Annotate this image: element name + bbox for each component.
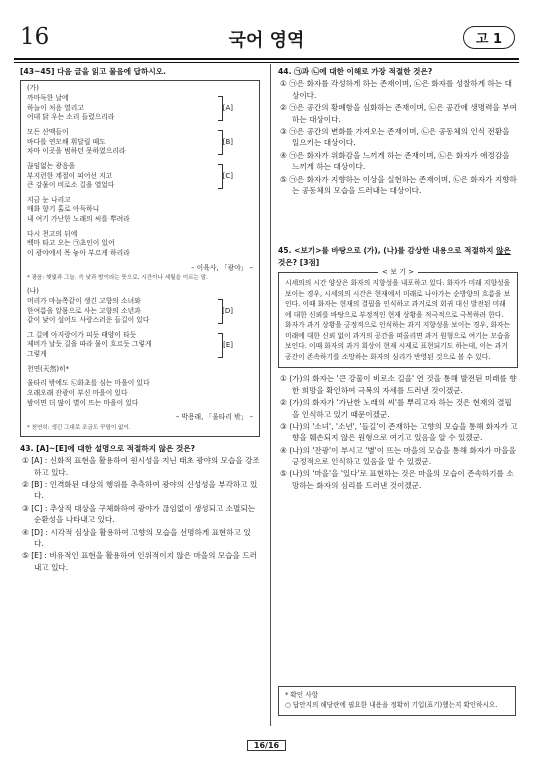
question-45-options <box>278 373 518 491</box>
answer-option: ① (가)의 화자는 '큰 강물이 비로소 길을' 연 것을 통해 발전된 미래를 향한 희망을 확인하여 극복의 자세를 드러낸 것이겠군. <box>280 374 517 395</box>
right-column <box>278 66 518 492</box>
example-box <box>278 268 518 368</box>
page-header <box>14 24 519 54</box>
answer-option: ③ (나)의 '소녀', '소년', '들길'이 존재하는 고향의 모습을 통해 화자가 고향을 훼손되지 않은 원형으로 여기고 있음을 알 수 있겠군. <box>280 421 518 443</box>
instruction: [43~45] 다음 글을 읽고 물음에 답하시오. <box>20 67 166 76</box>
answer-option: ⑤ (나)의 '마을'을 '있다'로 표현하는 것은 마을의 모습이 존속하기를 소망하는 화자의 심리를 드러낸 것이겠군. <box>280 469 514 490</box>
header-rule <box>14 58 519 63</box>
check-title: * 확인 사항 <box>285 691 318 699</box>
poem-line: 까마득한 날에 <box>27 94 69 103</box>
passage-b <box>27 297 253 408</box>
stanza <box>27 196 253 225</box>
passage-a-footnote: * 광음: 햇빛과 그늘. 즉 낮과 밤이라는 뜻으로, 시간이나 세월을 이르는 말. <box>27 275 208 282</box>
poem-line: 울타리 밖에도 ㉡화초를 심는 마을이 있다 <box>27 379 150 388</box>
left-column <box>20 66 260 574</box>
answer-option: ④ ㉠은 화자가 위화감을 느끼게 하는 존재이며, ㉡은 화자가 애정감을 느끼게 하는 대상이다. <box>280 150 510 172</box>
question-44-options <box>278 78 518 196</box>
grade-badge: 고 1 <box>463 26 515 49</box>
poem-line: 바다를 연모해 휘달릴 때도 <box>27 137 106 146</box>
answer-option: ② [B] : 인격화된 대상의 행위를 추측하여 광야의 신성성을 부각하고 있다. <box>22 480 258 501</box>
stanza-mark: [D] <box>222 306 233 315</box>
passage-a <box>27 94 253 259</box>
stanza-mark: [B] <box>222 138 233 147</box>
poem-line: 끊임없는 광음을 <box>27 161 76 170</box>
answer-option: ③ ㉠은 공간의 변화를 가져오는 존재이며, ㉡은 공동체의 인식 전환을 일으키는 대상이다. <box>280 126 510 148</box>
answer-option: ④ [D] : 시각적 심상을 활용하여 고향의 모습을 선명하게 표현하고 있다. <box>22 527 251 548</box>
poem-line: 백마 타고 오는 ㉠초인이 있어 <box>27 239 115 248</box>
page-count: 16/16 <box>247 740 286 751</box>
poem-line: 모든 산맥들이 <box>27 127 69 136</box>
stanza <box>27 297 253 326</box>
stanza-mark: [A] <box>222 104 233 113</box>
poem-line: 다시 천고의 뒤에 <box>27 229 78 238</box>
question-43-title: 43. [A]~[E]에 대한 설명으로 적절하지 않은 것은? <box>20 443 196 453</box>
answer-option: ③ [C] : 추상적 대상을 구체화하여 광야가 끊임없이 생성되고 소멸되는 순환성을 나타내고 있다. <box>22 503 256 525</box>
passage-box <box>20 80 260 436</box>
poem-line: 지금 눈 나리고 <box>27 195 71 204</box>
subject-title: 국어 영역 <box>228 30 305 51</box>
poem-line: 그렇게 <box>27 350 47 359</box>
page-number: 16 <box>20 24 50 50</box>
poem-line: 큰 강물이 비로소 길을 열었다 <box>27 181 115 190</box>
page-footer <box>0 733 533 752</box>
poem-line: 어데 닭 우는 소리 들렸으리라 <box>27 113 115 122</box>
passage-a-citation: – 이육사, 「광야」 – <box>191 263 253 272</box>
answer-option: ② ㉠은 공간의 황폐함을 심화하는 존재이며, ㉡은 공간에 생명력을 부여하는 대상이다. <box>280 103 517 124</box>
answer-option: ② (가)의 화자가 '가난한 노래의 씨'를 뿌리고자 하는 것은 현재의 결핍을 인식하고 있기 때문이겠군. <box>280 398 512 419</box>
poem-line: 그 길에 아지랑이가 피듯 태양이 타듯 <box>27 330 137 339</box>
poem-line: 머리가 마늘쪽같이 생긴 고향의 소녀와 <box>27 296 141 305</box>
answer-option: ① ㉠은 화자를 각성하게 하는 존재이며, ㉡은 화자를 성찰하게 하는 대상이다. <box>280 79 512 100</box>
poem-line: 하늘이 처음 열리고 <box>27 103 84 112</box>
answer-option: ① [A] : 신화적 표현을 활용하여 원시성을 지닌 태초 광야의 모습을 강조하고 있다. <box>22 456 260 477</box>
answer-option: ⑤ ㉠은 화자가 지향하는 이상을 실현하는 존재이며, ㉡은 화자가 지향하는 공동체의 모습을 드러내는 대상이다. <box>280 174 517 195</box>
poem-line: 천연(天然)히* <box>27 364 69 373</box>
question-43 <box>20 443 260 573</box>
check-text: ○ 답안지의 해당란에 필요한 내용을 정확히 기입(표기)했는지 확인하시오. <box>285 700 498 709</box>
poem-line: 매화 향기 홀로 아득하니 <box>27 205 100 214</box>
poem-line: 한여름을 알몸으로 사는 고향의 소년과 <box>27 306 141 315</box>
example-box-text: 시세의의 시간 양상은 화자의 지향성을 내포하고 있다. 화자가 미래 지향성을 보이는 경우, 시세의의 시간은 현재에서 미래로 나아가는 순방향의 흐름을 보인다. 이때 화자는 현재의 결핍을 인식하고 과거로의 회귀 대신 발전된 미래에 대한 신뢰를 바탕으로 부정적인 현재 상황을 적극적으로 극복하려 한다. 화자가 과거 상황을 긍정적으로 인식하는 과거 지향성을 보이는 경우, 화자는 미래에 대한 신뢰 없이 과거의 공간을 떠올리면 과거 원형으로 여기는 모습을 보인다. 이때 화자의 과거 회상이 현재 시제로 표현되기도 하는데, 이는 과거 공간이 존속하기를 소망하는 화자의 심리가 반영된 것으로 볼 수 있다. <box>285 279 511 361</box>
poem-line: 같이 낯이 설어도 사랑스러운 들길이 있다 <box>27 316 150 325</box>
poem-line: 차마 이곳을 범하던 못하였으리라 <box>27 147 126 156</box>
question-44-title: 44. ㉠과 ㉡에 대한 이해로 가장 적절한 것은? <box>278 67 433 76</box>
poem-line: 오래오래 잔광이 부신 마을이 있다 <box>27 388 128 397</box>
column-divider <box>270 64 271 726</box>
example-box-label: < 보 기 > <box>378 268 418 276</box>
passage-b-label: (나) <box>27 287 39 296</box>
poem-line: 이 광야에서 목 놓아 부르게 하리라 <box>27 249 130 257</box>
stanza <box>27 379 253 408</box>
stanza <box>27 365 253 375</box>
question-43-options <box>20 455 260 573</box>
passage-b-footnote: * 천연히: 생긴 그대로 조금도 꾸밈이 없이. <box>27 424 131 431</box>
poem-line: 내 여기 가난한 노래의 씨를 뿌려라 <box>27 215 130 224</box>
question-45-title: 45. <보기>를 바탕으로 (가), (나)를 감상한 내용으로 적절하지 않은 것은? [3점] <box>278 246 511 267</box>
stanza-mark: [E] <box>223 340 233 349</box>
poem-line: 제비가 날듯 길을 따라 물이 흐르듯 그렇게 <box>27 340 152 349</box>
answer-option: ⑤ [E] : 비유적인 표현을 활용하여 인위적이지 않은 마을의 모습을 드러내고 있다. <box>22 551 257 572</box>
poem-line: 부지런한 계절이 피어선 지고 <box>27 171 113 180</box>
stanza <box>27 230 253 259</box>
passage-b-citation: – 박용래, 「울타리 밖」 – <box>175 413 253 422</box>
poem-line: 밤이면 더 많이 별이 뜨는 마을이 있다 <box>27 398 139 407</box>
stanza <box>27 331 253 360</box>
stanza <box>27 162 253 191</box>
answer-option: ④ (나)의 '잔광'이 부시고 '별'이 뜨는 마을의 모습을 통해 화자가 마을을 긍정적으로 인식하고 있음을 알 수 있겠군. <box>280 445 516 467</box>
passage-a-label: (가) <box>27 84 39 93</box>
check-notice <box>278 686 516 716</box>
stanza <box>27 94 253 123</box>
stanza <box>27 128 253 157</box>
stanza-mark: [C] <box>222 171 233 180</box>
